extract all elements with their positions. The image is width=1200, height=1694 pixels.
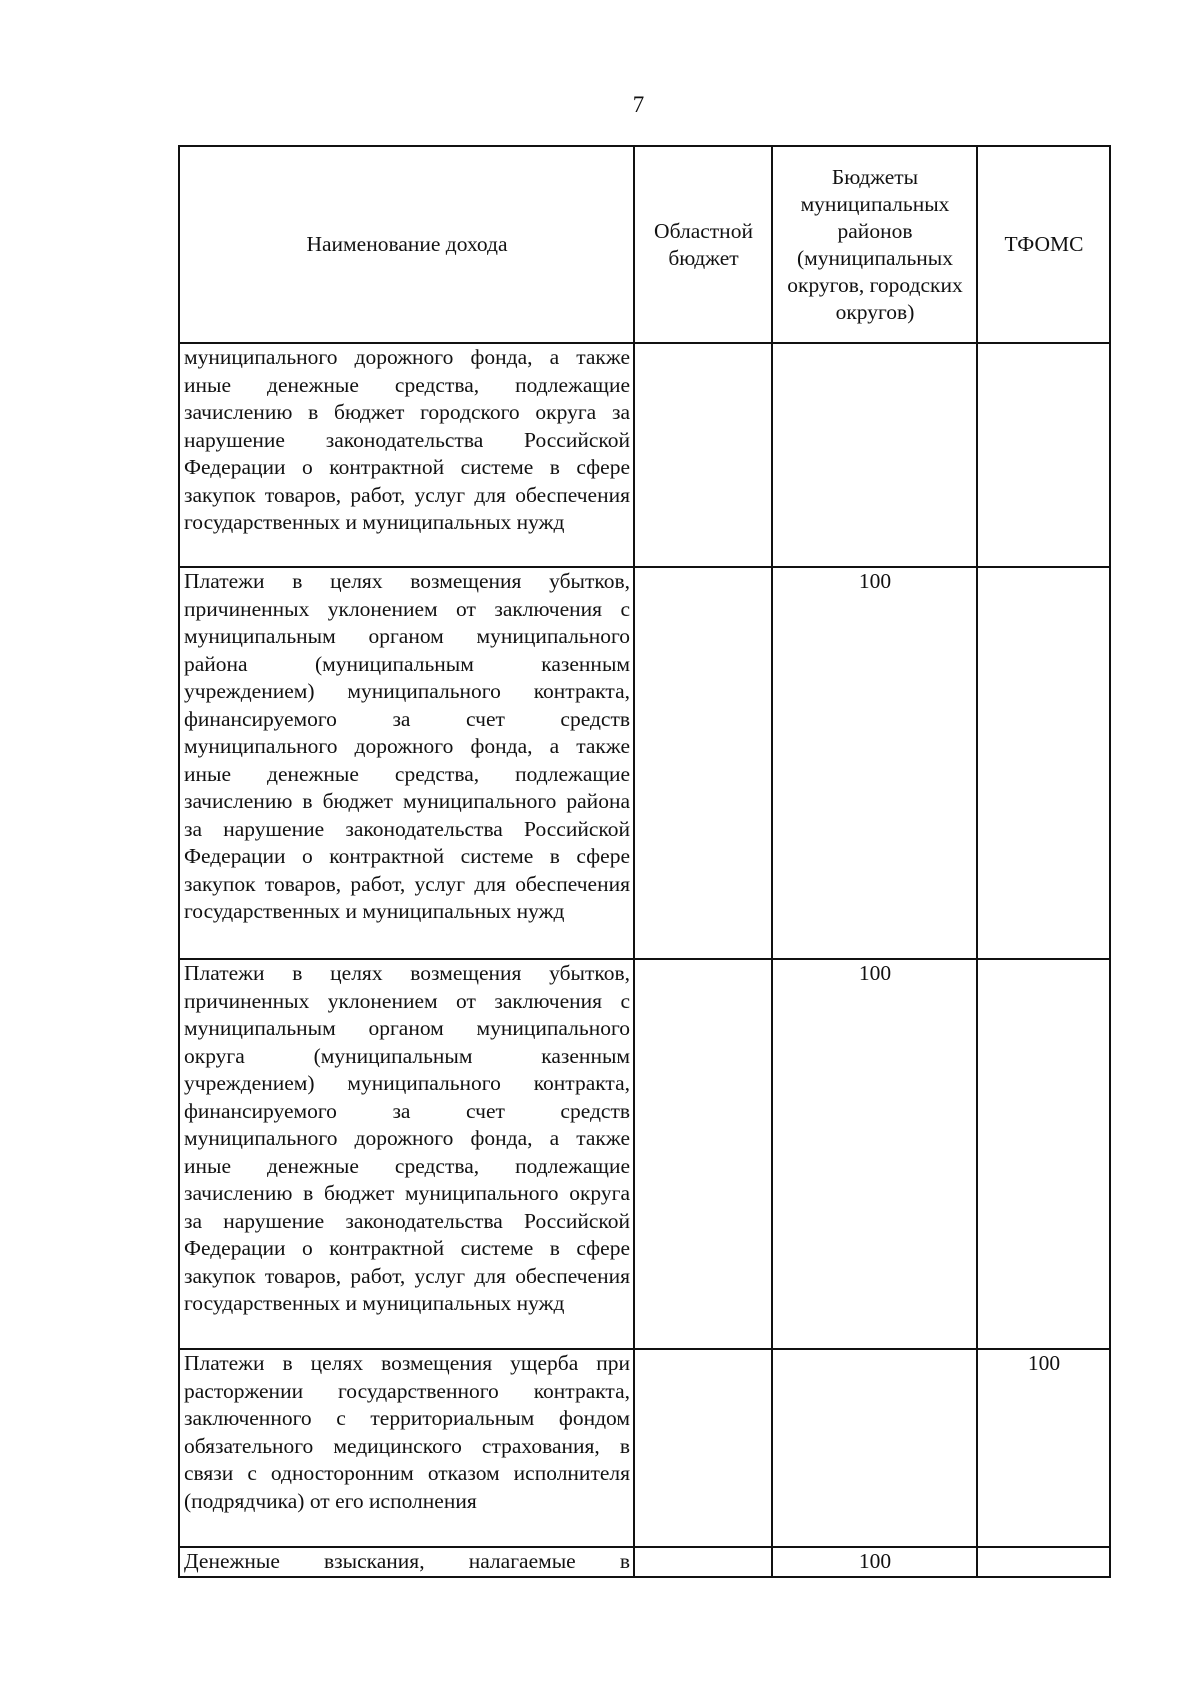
table-row (179, 1547, 1110, 1577)
tfoms-cell (977, 1547, 1110, 1577)
table-row (179, 959, 1110, 1349)
table-row (179, 567, 1110, 959)
page-number: 7 (632, 92, 645, 117)
regional-budget-cell (634, 959, 772, 1349)
tfoms-cell (977, 343, 1110, 567)
regional-budget-cell (634, 567, 772, 959)
municipal-budget-cell: 100 (772, 959, 977, 1349)
header-income-name: Наименование дохода (179, 146, 634, 343)
tfoms-cell (977, 567, 1110, 959)
regional-budget-cell (634, 343, 772, 567)
municipal-budget-cell: 100 (772, 1547, 977, 1577)
table-row (179, 1349, 1110, 1547)
regional-budget-cell (634, 1349, 772, 1547)
income-name-cell: Платежи в целях возмещения ущерба при расторжении государственного контракта, заключенного с территориальным фондом обязательного медицинского страхования, в связи с односторонним отказом исполнителя (подрядчика) от его исполнения (179, 1349, 634, 1547)
municipal-budget-cell: 100 (772, 567, 977, 959)
tfoms-cell (977, 959, 1110, 1349)
income-name-cell: Платежи в целях возмещения убытков, причиненных уклонением от заключения с муниципальным органом муниципального района (муниципальным казенным учреждением) муниципального контракта, финансируемого за счет средств муниципального дорожного фонда, а также иные денежные средства, подлежащие зачислению в бюджет муниципального района за нарушение законодательства Российской Федерации о контрактной системе в сфере закупок товаров, работ, услуг для обеспечения государственных и муниципальных нужд (179, 567, 634, 959)
header-tfoms: ТФОМС (977, 146, 1110, 343)
tfoms-cell: 100 (977, 1349, 1110, 1547)
header-regional-budget: Областной бюджет (634, 146, 772, 343)
municipal-budget-cell (772, 343, 977, 567)
regional-budget-cell (634, 1547, 772, 1577)
table-row (179, 343, 1110, 567)
table-header-row (179, 146, 1110, 343)
income-distribution-table (178, 145, 1111, 1578)
income-name-cell: Денежные взыскания, налагаемые в (184, 1549, 630, 1573)
income-name-cell: Платежи в целях возмещения убытков, причиненных уклонением от заключения с муниципальным органом муниципального округа (муниципальным казенным учреждением) муниципального контракта, финансируемого за счет средств муниципального дорожного фонда, а также иные денежные средства, подлежащие зачислению в бюджет муниципального округа за нарушение законодательства Российской Федерации о контрактной системе в сфере закупок товаров, работ, услуг для обеспечения государственных и муниципальных нужд (179, 959, 634, 1349)
income-name-cell: муниципального дорожного фонда, а также иные денежные средства, подлежащие зачислению в бюджет городского округа за нарушение законодательства Российской Федерации о контрактной системе в сфере закупок товаров, работ, услуг для обеспечения государственных и муниципальных нужд (179, 343, 634, 567)
header-municipal-budgets: Бюджеты муниципальных районов (муниципальных округов, городских округов) (772, 146, 977, 343)
municipal-budget-cell (772, 1349, 977, 1547)
